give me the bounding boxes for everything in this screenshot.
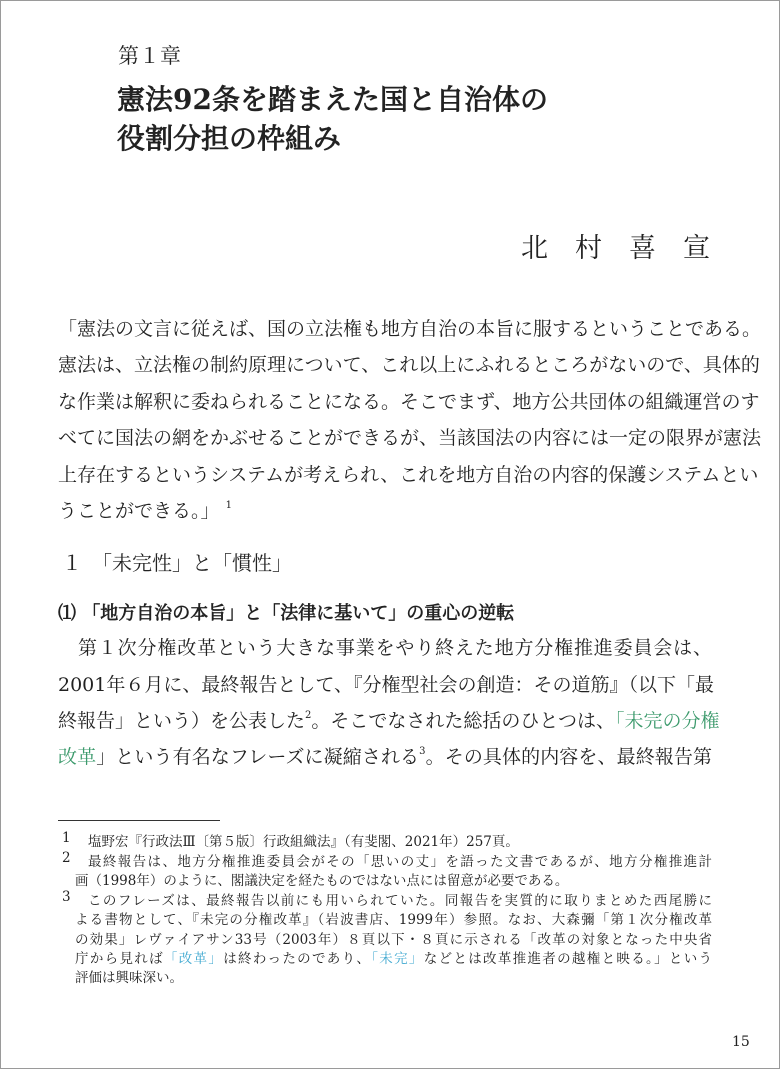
footnote-text-part: は終わったのであり、 <box>223 951 372 967</box>
quote-line <box>58 496 712 523</box>
chapter-title-line-2: 役割分担の枠組み <box>117 122 342 155</box>
footnote-text <box>75 947 712 967</box>
footnote-text: 最終報告は、地方分権推進委員会がその「思いの丈」を語った文書であるが、地方分権推進計 <box>88 854 712 870</box>
body-text: 。そこでなされた総括のひとつは、 <box>311 710 616 732</box>
footnote-text: このフレーズは、最終報告以前にも用いられていた。同報告を実質的に取りまとめた西尾勝に <box>88 893 712 909</box>
footnote-number: 2 <box>62 850 71 866</box>
highlighted-phrase: 「改革」 <box>163 951 224 967</box>
footnote-text: 塩野宏『行政法Ⅲ〔第５版〕行政組織法』（有斐閣、2021年）257頁。 <box>88 834 519 850</box>
quote-line: 上存在するというシステムが考えられ、これを地方自治の内容的保護システムとい <box>58 464 759 486</box>
highlighted-phrase: 「未完の分権 <box>615 710 720 732</box>
body-text: 。その具体的内容を、最終報告第 <box>425 746 712 768</box>
body-line: 第１次分権改革という大きな事業をやり終えた地方分権推進委員会は、 <box>78 637 712 659</box>
footnote-text-part: 庁から見れば <box>75 951 164 967</box>
chapter-title-line-1: 憲法92条を踏まえた国と自治体の <box>117 83 548 116</box>
footnote-separator <box>58 820 220 821</box>
quote-line: べてに国法の網をかぶせることができるが、当該国法の内容には一定の限界が憲法 <box>58 427 762 449</box>
page-number: 15 <box>732 1034 750 1050</box>
footnote-number: 3 <box>62 889 71 905</box>
footnote-number: 1 <box>62 830 71 846</box>
quote-line: な作業は解釈に委ねられることになる。そこでまず、地方公共団体の組織運営のす <box>58 391 760 413</box>
footnote-text: よる書物として、『未完の分権改革』（岩波書店、1999年）参照。なお、大森彌「第１次分権改革 <box>75 912 712 928</box>
highlighted-phrase: 改革 <box>58 746 97 768</box>
footnote-text-part: などとは改革推進者の越権と映る。」という <box>423 951 713 967</box>
quote-text: うことができる。」 <box>58 500 220 522</box>
footnote-ref[interactable]: 3 <box>419 746 426 757</box>
quote-line: 「憲法の文言に従えば、国の立法権も地方自治の本旨に服するということである。 <box>58 318 762 340</box>
author-name: 北 村 喜 宣 <box>521 233 710 264</box>
footnote-ref[interactable]: 1 <box>225 500 232 511</box>
body-line: 2001年６月に、最終報告として、『分権型社会の創造：その道筋』（以下「最 <box>58 674 714 696</box>
footnote-text: 画（1998年）のように、閣議決定を経たものではない点には留意が必要である。 <box>75 873 569 889</box>
chapter-label: 第１章 <box>118 44 181 68</box>
body-text: 終報告」という）を公表した <box>58 710 306 732</box>
highlighted-phrase: 「未完」 <box>371 951 424 967</box>
footnote-ref[interactable]: 2 <box>305 710 312 721</box>
body-text: 」という有名なフレーズに凝縮される <box>96 746 420 768</box>
subsection-heading: ⑴ 「地方自治の本旨」と「法律に基いて」の重心の逆転 <box>58 603 515 624</box>
footnote-text: の効果」レヴァイアサン33号（2003年）８頁以下・８頁に示される「改革の対象となった中央省 <box>75 932 712 948</box>
footnote-text: 評価は興味深い。 <box>75 970 183 986</box>
body-line <box>58 706 720 733</box>
body-line <box>58 742 712 769</box>
quote-line: 憲法は、立法権の制約原理について、これ以上にふれるところがないので、具体的 <box>58 354 760 376</box>
section-heading: １ 「未完性」と「慣性」 <box>62 551 292 575</box>
